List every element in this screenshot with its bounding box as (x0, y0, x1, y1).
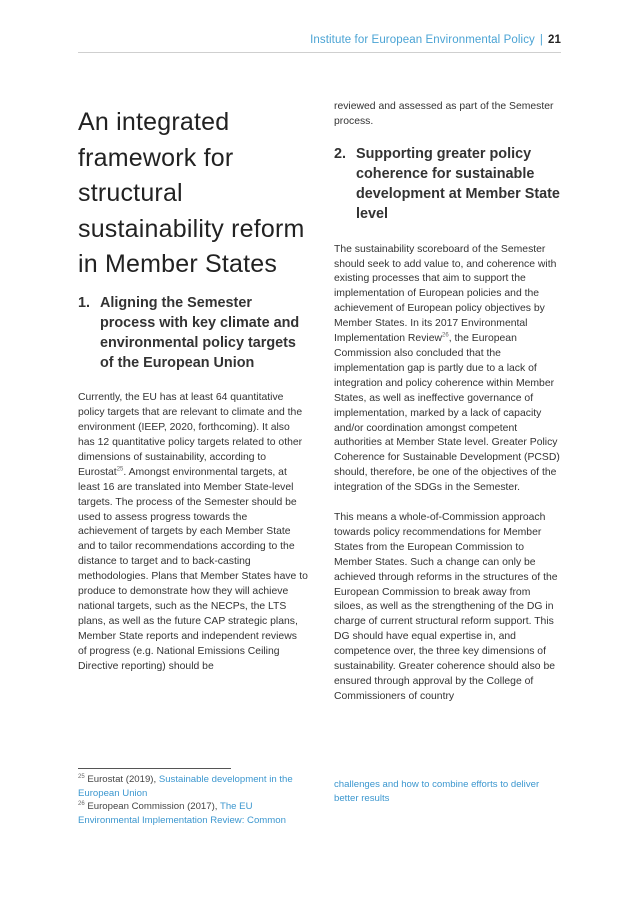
footnote-number: 25 (78, 773, 85, 780)
footnote-ref-25[interactable]: 25 (116, 466, 124, 473)
page-title: An integrated framework for structural sustainability reform in Member States (78, 108, 305, 278)
footnotes-right (334, 778, 560, 805)
right-column (334, 100, 560, 705)
section-number: 2. (334, 145, 347, 162)
header-divider (78, 52, 561, 53)
section-heading-text: Supporting greater policy coherence for sustainable development at Member State level (356, 145, 560, 223)
section-heading-text: Aligning the Semester process with key climate and environmental policy targets of the European Union (100, 294, 300, 372)
footnote-26 (78, 800, 308, 827)
section-number: 1. (78, 294, 91, 311)
left-column (78, 105, 308, 675)
paragraph-text: , the European Commission also concluded that the implementation gap is partly due to a lack of integration and policy coherence within Member States, as well as ineffective governance of implementation, marked by a lack of capacity and/or coordination amongst competent authorities at Member State level. Greater Policy Coherence for Sustainable Development (PCSD) should, therefore, be one of the objectives of the integration of the SDGs in the Semester. (334, 333, 560, 494)
footnote-text: European Commission (2017), (84, 801, 220, 813)
footnote-divider (78, 768, 231, 769)
body-paragraph (78, 391, 308, 674)
page-number: 21 (548, 34, 561, 46)
footnote-number: 26 (78, 801, 85, 808)
section-heading-2 (334, 144, 560, 225)
body-paragraph (334, 243, 560, 496)
header-separator: | (539, 34, 543, 46)
footnotes-left (78, 773, 308, 828)
page-header (310, 34, 561, 46)
footnote-25 (78, 773, 308, 800)
footnote-link[interactable]: Sustainable development in the European Union (78, 774, 293, 799)
paragraph-text: The sustainability scoreboard of the Semester should seek to add value to, and coherence with existing processes that aim to support the implementation of European policies and the achievement of European policy objectives by Member States. In its 2017 Environmental Implementation Review (334, 243, 557, 345)
header-org: Institute for European Environmental Policy (310, 34, 535, 46)
footnote-link[interactable]: The EU Environmental Implementation Review: Common (78, 801, 286, 827)
section-heading-1 (78, 293, 308, 374)
body-paragraph: This means a whole-of-Commission approach towards policy recommendations for Member States from the European Commission to Member States. Such a change can only be achieved through reforms in the structures of the European Commission to break away from siloes, as well as the strengthening of the DG in charge of current structural reform support. This DG should have equal expertise in, and competence over, the three key dimensions of sustainability. Greater coherence should also be ensured through approval by the College of Commissioners of country (334, 512, 558, 702)
paragraph-text: . Amongst environmental targets, at least 16 are translated into Member State-level targets. The process of the Semester should be used to assess progress towards the achievement of targets by each Member State and to tailor recommendations according to the distance to target and to back-casting methodologies. Plans that Member States have to produce to demonstrate how they will achieve national targets, such as the NECPs, the LTS plans, as well as the future CAP strategic plans, Member State reports and independent reviews of progress (e.g. National Emissions Ceiling Directive reporting) should be (78, 466, 308, 672)
footnote-text: Eurostat (2019), (84, 774, 159, 785)
body-paragraph: reviewed and assessed as part of the Semester process. (334, 101, 554, 127)
footnote-link-continued[interactable]: challenges and how to combine efforts to deliver better results (334, 779, 540, 804)
footnote-ref-26[interactable]: 26 (442, 332, 449, 339)
paragraph-text: Currently, the EU has at least 64 quantitative policy targets that are relevant to climate and the environment (IEEP, 2020, forthcoming). It also has 12 quantitative policy targets related to other dimensions of sustainability, according to Eurostat (78, 392, 303, 478)
